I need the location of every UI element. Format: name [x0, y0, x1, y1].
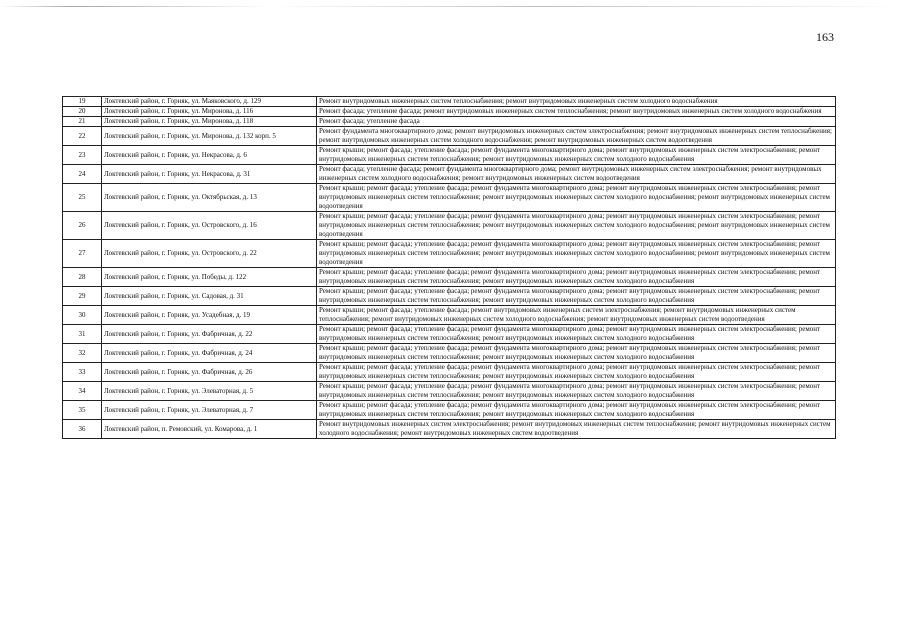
address-cell: Локтевский район, г. Горняк, ул. Победы, д. 122 — [102, 268, 317, 287]
address-cell: Локтевский район, г. Горняк, ул. Элеваторная, д. 5 — [102, 382, 317, 401]
works-cell: Ремонт крыши; ремонт фасада; утепление фасада; ремонт фундамента многоквартирного дома; ремонт внутридомовых инженерных систем электроснабжения; ремонт внутридомовых инженерных систем теплоснабжения; ремонт внутридомовых инженерных систем холодного водоснабжения — [317, 401, 836, 420]
table-row — [63, 184, 836, 212]
table-row — [63, 117, 836, 127]
table-row — [63, 363, 836, 382]
address-cell: Локтевский район, г. Горняк, ул. Фабричная, д. 22 — [102, 325, 317, 344]
row-number-cell: 26 — [63, 212, 102, 240]
row-number-cell: 22 — [63, 127, 102, 146]
address-cell: Локтевский район, г. Горняк, ул. Садовая, д. 31 — [102, 287, 317, 306]
row-number-cell: 33 — [63, 363, 102, 382]
table-row — [63, 97, 836, 107]
address-cell: Локтевский район, г. Горняк, ул. Островского, д. 16 — [102, 212, 317, 240]
table-row — [63, 344, 836, 363]
works-cell: Ремонт крыши; ремонт фасада; утепление фасада; ремонт фундамента многоквартирного дома; ремонт внутридомовых инженерных систем электроснабжения; ремонт внутридомовых инженерных систем теплоснабжения; ремонт внутридомовых инженерных систем холодного водоснабжения — [317, 287, 836, 306]
table-row — [63, 165, 836, 184]
row-number-cell: 29 — [63, 287, 102, 306]
address-cell: Локтевский район, г. Горняк, ул. Миронова, д. 116 — [102, 107, 317, 117]
table-row — [63, 240, 836, 268]
scan-artifact-line — [0, 6, 898, 7]
works-cell: Ремонт внутридомовых инженерных систем электроснабжения; ремонт внутридомовых инженерных систем теплоснабжения; ремонт внутридомовых инженерных систем холодного водоснабжения; ремонт внутридомовых инженерных систем водоотведения — [317, 420, 836, 439]
row-number-cell: 23 — [63, 146, 102, 165]
row-number-cell: 28 — [63, 268, 102, 287]
row-number-cell: 21 — [63, 117, 102, 127]
table-row — [63, 268, 836, 287]
works-table-body — [63, 97, 836, 439]
address-cell: Локтевский район, г. Горняк, ул. Некрасова, д. 31 — [102, 165, 317, 184]
table-row — [63, 287, 836, 306]
row-number-cell: 30 — [63, 306, 102, 325]
row-number-cell: 24 — [63, 165, 102, 184]
row-number-cell: 31 — [63, 325, 102, 344]
address-cell: Локтевский район, г. Горняк, ул. Островского, д. 22 — [102, 240, 317, 268]
table-row — [63, 212, 836, 240]
row-number-cell: 34 — [63, 382, 102, 401]
works-cell: Ремонт крыши; ремонт фасада; утепление фасада; ремонт фундамента многоквартирного дома; ремонт внутридомовых инженерных систем электроснабжения; ремонт внутридомовых инженерных систем теплоснабжения; ремонт внутридомовых инженерных систем холодного водоснабжения; ремонт внутридомовых инженерных систем водоотведения — [317, 212, 836, 240]
row-number-cell: 36 — [63, 420, 102, 439]
works-cell: Ремонт внутридомовых инженерных систем теплоснабжения; ремонт внутридомовых инженерных систем холодного водоснабжения — [317, 97, 836, 107]
address-cell: Локтевский район, г. Горняк, ул. Усадебная, д. 19 — [102, 306, 317, 325]
works-cell: Ремонт крыши; ремонт фасада; утепление фасада; ремонт внутридомовых инженерных систем электроснабжения; ремонт внутридомовых инженерных систем теплоснабжения; ремонт внутридомовых инженерных систем холодного водоснабжения; ремонт внутридомовых инженерных систем водоотведения — [317, 306, 836, 325]
row-number-cell: 19 — [63, 97, 102, 107]
address-cell: Локтевский район, г. Горняк, ул. Элеваторная, д. 7 — [102, 401, 317, 420]
row-number-cell: 32 — [63, 344, 102, 363]
row-number-cell: 35 — [63, 401, 102, 420]
address-cell: Локтевский район, г. Горняк, ул. Фабричная, д. 24 — [102, 344, 317, 363]
works-cell: Ремонт крыши; ремонт фасада; утепление фасада; ремонт фундамента многоквартирного дома; ремонт внутридомовых инженерных систем электроснабжения; ремонт внутридомовых инженерных систем теплоснабжения; ремонт внутридомовых инженерных систем холодного водоснабжения — [317, 268, 836, 287]
works-cell: Ремонт фасада; утепление фасада; ремонт фундамента многоквартирного дома; ремонт внутридомовых инженерных систем электроснабжения; ремонт внутридомовых инженерных систем холодного водоснабжения; ремонт внутридомовых инженерных систем водоотведения — [317, 165, 836, 184]
works-cell: Ремонт фасада; утепление фасада — [317, 117, 836, 127]
address-cell: Локтевский район, г. Горняк, ул. Миронова, д. 132 корп. 5 — [102, 127, 317, 146]
table-row — [63, 306, 836, 325]
row-number-cell: 20 — [63, 107, 102, 117]
table-row — [63, 420, 836, 439]
works-cell: Ремонт фасада; утепление фасада; ремонт внутридомовых инженерных систем теплоснабжения; ремонт внутридомовых инженерных систем холодного водоснабжения — [317, 107, 836, 117]
page-number: 163 — [816, 30, 834, 44]
works-cell: Ремонт крыши; ремонт фасада; утепление фасада; ремонт фундамента многоквартирного дома; ремонт внутридомовых инженерных систем электроснабжения; ремонт внутридомовых инженерных систем теплоснабжения; ремонт внутридомовых инженерных систем холодного водоснабжения; ремонт внутридомовых инженерных систем водоотведения — [317, 184, 836, 212]
works-table — [62, 96, 836, 439]
works-cell: Ремонт крыши; ремонт фасада; утепление фасада; ремонт фундамента многоквартирного дома; ремонт внутридомовых инженерных систем электроснабжения; ремонт внутридомовых инженерных систем теплоснабжения; ремонт внутридомовых инженерных систем холодного водоснабжения — [317, 146, 836, 165]
works-cell: Ремонт крыши; ремонт фасада; утепление фасада; ремонт фундамента многоквартирного дома; ремонт внутридомовых инженерных систем электроснабжения; ремонт внутридомовых инженерных систем теплоснабжения; ремонт внутридомовых инженерных систем холодного водоснабжения — [317, 382, 836, 401]
row-number-cell: 27 — [63, 240, 102, 268]
row-number-cell: 25 — [63, 184, 102, 212]
address-cell: Локтевский район, г. Горняк, ул. Миронова, д. 118 — [102, 117, 317, 127]
table-row — [63, 325, 836, 344]
table-row — [63, 127, 836, 146]
table-row — [63, 146, 836, 165]
address-cell: Локтевский район, г. Горняк, ул. Некрасова, д. 6 — [102, 146, 317, 165]
works-cell: Ремонт фундамента многоквартирного дома; ремонт внутридомовых инженерных систем электроснабжения; ремонт внутридомовых инженерных систем теплоснабжения; ремонт внутридомовых инженерных систем холодного водоснабжения; ремонт внутридомовых инженерных систем водоотведения — [317, 127, 836, 146]
table-row — [63, 401, 836, 420]
works-cell: Ремонт крыши; ремонт фасада; утепление фасада; ремонт фундамента многоквартирного дома; ремонт внутридомовых инженерных систем электроснабжения; ремонт внутридомовых инженерных систем теплоснабжения; ремонт внутридомовых инженерных систем холодного водоснабжения; ремонт внутридомовых инженерных систем водоотведения — [317, 240, 836, 268]
address-cell: Локтевский район, п. Ремовский, ул. Комарова, д. 1 — [102, 420, 317, 439]
works-cell: Ремонт крыши; ремонт фасада; утепление фасада; ремонт фундамента многоквартирного дома; ремонт внутридомовых инженерных систем электроснабжения; ремонт внутридомовых инженерных систем теплоснабжения; ремонт внутридомовых инженерных систем холодного водоснабжения — [317, 344, 836, 363]
address-cell: Локтевский район, г. Горняк, ул. Фабричная, д. 26 — [102, 363, 317, 382]
table-row — [63, 382, 836, 401]
works-cell: Ремонт крыши; ремонт фасада; утепление фасада; ремонт фундамента многоквартирного дома; ремонт внутридомовых инженерных систем электроснабжения; ремонт внутридомовых инженерных систем теплоснабжения; ремонт внутридомовых инженерных систем холодного водоснабжения — [317, 325, 836, 344]
works-cell: Ремонт крыши; ремонт фасада; утепление фасада; ремонт фундамента многоквартирного дома; ремонт внутридомовых инженерных систем электроснабжения; ремонт внутридомовых инженерных систем теплоснабжения; ремонт внутридомовых инженерных систем холодного водоснабжения — [317, 363, 836, 382]
address-cell: Локтевский район, г. Горняк, ул. Октябрьская, д. 13 — [102, 184, 317, 212]
address-cell: Локтевский район, г. Горняк, ул. Маяковского, д. 129 — [102, 97, 317, 107]
table-row — [63, 107, 836, 117]
